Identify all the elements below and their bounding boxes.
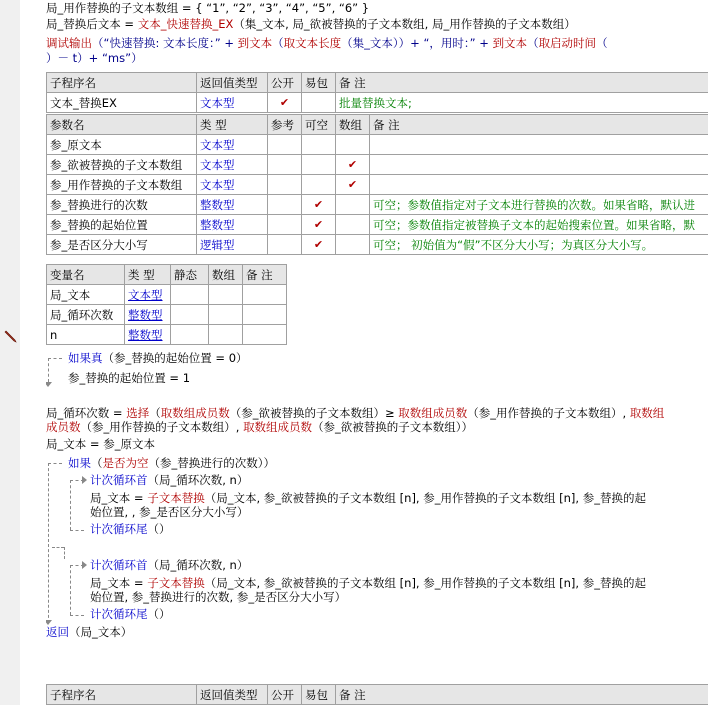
subroutine-table (46, 72, 708, 113)
flow-arrow-icon (82, 476, 87, 484)
tree-guide (70, 480, 71, 530)
table-row[interactable]: 参_替换的起始位置 整数型 ✔ 可空；参数值指定被替换子文本的起始搜索位置。如果省略，默 (47, 215, 708, 235)
code-line-loop-body[interactable]: 局_文本 = 子文本替换（局_文本, 参_欲被替换的子文本数组 [n], 参_用作替换的子文本数组 [n], 参_替换的起 (90, 491, 646, 505)
editor-gutter (0, 0, 20, 705)
subroutine-table-next (46, 684, 708, 705)
check-icon[interactable]: ✔ (336, 155, 370, 175)
code-line-return[interactable]: 返回（局_文本） (46, 625, 133, 639)
code-line-loop-body-cont[interactable]: 始位置, 参_替换进行的次数, 参_是否区分大小写） (90, 590, 347, 604)
code-line-debug-cont[interactable]: ）－ t）+ “ms”） (46, 51, 143, 65)
code-line-loop-body[interactable]: 局_文本 = 子文本替换（局_文本, 参_欲被替换的子文本数组 [n], 参_用作替换的子文本数组 [n], 参_替换的起 (90, 576, 646, 590)
tree-guide (48, 463, 49, 623)
code-line-loop-end[interactable]: 计次循环尾（） (90, 522, 171, 536)
code-line-loop-start[interactable]: 计次循环首（局_循环次数, n） (90, 473, 249, 487)
code-line-loop-count[interactable]: 局_循环次数 = 选择（取数组成员数（参_欲被替换的子文本数组）≥ 取数组成员数（参_用作替换的子文本数组）, 取数组 (46, 406, 665, 420)
parameter-table-header: 参数名 类 型 参考 可空 数组 备 注 (47, 115, 708, 135)
code-line-debug[interactable]: 调试输出（“快速替换: 文本长度：” + 到文本（取文本长度（集_文本））+ “，用时：” + 到文本（取启动时间（ (46, 36, 608, 50)
variable-table-header: 变量名 类 型 静态 数组 备 注 (47, 265, 287, 285)
table-row[interactable]: n 整数型 (47, 325, 287, 345)
tree-guide (48, 358, 49, 382)
code-line-if-true-body[interactable]: 参_替换的起始位置 = 1 (68, 371, 191, 385)
code-line-if-true[interactable]: 如果真（参_替换的起始位置 = 0） (68, 351, 248, 365)
tree-guide (70, 565, 71, 615)
subroutine-row[interactable]: 文本_替换EX 文本型 ✔ 批量替换文本; (47, 93, 708, 113)
check-icon[interactable]: ✔ (268, 93, 302, 113)
tree-guide (48, 463, 62, 464)
subroutine-table-header: 子程序名 返回值类型 公开 易包 备 注 (47, 73, 708, 93)
code-line-if[interactable]: 如果（是否为空（参_替换进行的次数）） (68, 456, 275, 470)
code-line-replace[interactable]: 局_替换后文本 = 文本_快速替换_EX（集_文本, 局_欲被替换的子文本数组, 局_用作替换的子文本数组） (46, 17, 576, 31)
tree-guide (64, 547, 65, 559)
tree-guide (70, 615, 84, 616)
code-line-loop-end[interactable]: 计次循环尾（） (90, 607, 171, 621)
table-row[interactable]: 局_文本 文本型 (47, 285, 287, 305)
code-line-loop-body-cont[interactable]: 始位置, , 参_是否区分大小写） (90, 505, 249, 519)
flow-arrow-icon (46, 382, 52, 387)
code-line-array-init[interactable]: 局_用作替换的子文本数组 = { “1”, “2”, “3”, “4”, “5”, “6” } (46, 1, 370, 15)
table-row[interactable]: 局_循环次数 整数型 (47, 305, 287, 325)
variable-table (46, 264, 287, 345)
check-icon[interactable]: ✔ (302, 235, 336, 255)
table-row[interactable]: 参_用作替换的子文本数组 文本型 ✔ (47, 175, 708, 195)
flow-arrow-icon (82, 561, 87, 569)
code-line-assign[interactable]: 局_文本 = 参_原文本 (46, 437, 155, 451)
tree-guide (70, 530, 84, 531)
parameter-table (46, 114, 708, 255)
check-icon[interactable]: ✔ (336, 175, 370, 195)
code-line-loop-count-cont[interactable]: 成员数（参_用作替换的子文本数组）, 取数组成员数（参_欲被替换的子文本数组）） (46, 420, 474, 434)
subroutine-table-header: 子程序名 返回值类型 公开 易包 备 注 (47, 685, 708, 705)
pencil-icon (4, 329, 18, 343)
tree-guide (52, 547, 64, 548)
check-icon[interactable]: ✔ (302, 215, 336, 235)
table-row[interactable]: 参_原文本 文本型 (47, 135, 708, 155)
table-row[interactable]: 参_替换进行的次数 整数型 ✔ 可空；参数值指定对子文本进行替换的次数。如果省略，默认进 (47, 195, 708, 215)
code-editor[interactable] (46, 0, 708, 705)
code-line-loop-start[interactable]: 计次循环首（局_循环次数, n） (90, 558, 249, 572)
tree-guide (48, 358, 62, 359)
check-icon[interactable]: ✔ (302, 195, 336, 215)
table-row[interactable]: 参_欲被替换的子文本数组 文本型 ✔ (47, 155, 708, 175)
table-row[interactable]: 参_是否区分大小写 逻辑型 ✔ 可空； 初始值为“假”不区分大小写；为真区分大小写。 (47, 235, 708, 255)
